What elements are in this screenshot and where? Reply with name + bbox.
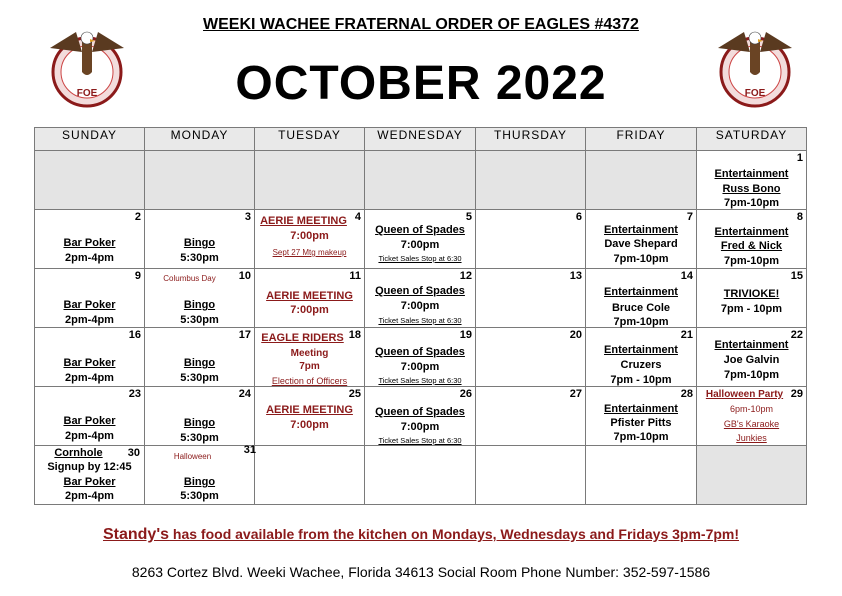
day-number: 17 — [238, 329, 251, 341]
event-note: Ticket Sales Stop at 6:30 — [378, 254, 462, 263]
day-number: 15 — [790, 270, 803, 282]
day-cell-2 — [35, 210, 145, 269]
event-time: 2pm-4pm — [65, 252, 114, 264]
event-performer: Joe Galvin — [723, 354, 780, 366]
empty-cell — [35, 151, 145, 210]
event-title: AERIE MEETING — [260, 215, 347, 227]
event-time: 2pm-4pm — [65, 430, 114, 442]
weekday-monday: MONDAY — [145, 128, 255, 151]
event-title: Entertainment — [714, 168, 789, 180]
event-time: 7pm-10pm — [723, 255, 780, 267]
day-number: 21 — [680, 329, 693, 341]
day-number: 18 — [348, 329, 361, 341]
event-title: Entertainment — [714, 226, 789, 238]
event-subtitle: Meeting — [290, 348, 329, 359]
day-number: 25 — [348, 388, 361, 400]
event-note: Signup by 12:45 — [47, 461, 132, 473]
day-cell-13 — [476, 269, 586, 328]
event-title: Bingo — [183, 299, 216, 311]
holiday-label: Columbus Day — [163, 274, 216, 283]
day-number: 14 — [680, 270, 693, 282]
weekday-tuesday: TUESDAY — [255, 128, 365, 151]
event-title: Entertainment — [604, 224, 678, 236]
day-number: 28 — [680, 388, 693, 400]
week-row-2 — [35, 210, 807, 269]
day-number: 16 — [128, 329, 141, 341]
day-cell-12 — [365, 269, 476, 328]
day-cell-24 — [145, 387, 255, 446]
event-title: Cornhole — [54, 447, 103, 459]
event-time: 7:00pm — [400, 239, 440, 251]
event-performer-2: Junkies — [736, 433, 767, 443]
empty-cell — [586, 151, 697, 210]
weekday-wednesday: WEDNESDAY — [365, 128, 476, 151]
day-cell-1 — [697, 151, 807, 210]
event-time: 7pm-10pm — [723, 197, 780, 209]
event-performer: Cruzers — [620, 359, 662, 371]
event-title: Bingo — [183, 357, 216, 369]
org-title: WEEKI WACHEE FRATERNAL ORDER OF EAGLES #4372 — [203, 16, 639, 33]
event-title: Bingo — [183, 417, 216, 429]
event-note: Ticket Sales Stop at 6:30 — [378, 436, 462, 445]
day-number: 10 — [238, 270, 251, 282]
day-cell-9 — [35, 269, 145, 328]
day-cell-11 — [255, 269, 365, 328]
weekday-sunday: SUNDAY — [35, 128, 145, 151]
day-number: 12 — [459, 270, 472, 282]
event-performer: Dave Shepard — [604, 238, 678, 250]
event-time: 7pm-10pm — [723, 369, 780, 381]
day-cell-30 — [35, 446, 145, 505]
day-number: 2 — [134, 211, 141, 223]
event-note: Ticket Sales Stop at 6:30 — [378, 376, 462, 385]
event-time: 7:00pm — [290, 304, 329, 316]
event-note: Election of Officers — [271, 376, 348, 386]
day-cell-18 — [255, 328, 365, 387]
event-title: Entertainment — [714, 339, 789, 351]
event-title-2: Bar Poker — [63, 476, 116, 488]
day-number: 23 — [128, 388, 141, 400]
day-cell-4 — [255, 210, 365, 269]
event-performer: Fred & Nick — [720, 240, 783, 252]
weekday-thursday: THURSDAY — [476, 128, 586, 151]
event-title: AERIE MEETING — [266, 290, 353, 302]
day-number: 24 — [238, 388, 251, 400]
event-title: Queen of Spades — [375, 285, 465, 297]
weekday-saturday: SATURDAY — [697, 128, 807, 151]
event-time: 7:00pm — [400, 300, 440, 312]
day-number: 30 — [127, 447, 140, 459]
event-time: 7pm - 10pm — [720, 303, 783, 315]
day-cell-10 — [145, 269, 255, 328]
event-title: Bar Poker — [63, 357, 116, 369]
day-number: 7 — [686, 211, 693, 223]
event-time: 2pm-4pm — [65, 490, 114, 502]
day-cell-28 — [586, 387, 697, 446]
day-number: 29 — [790, 388, 803, 400]
day-number: 11 — [349, 270, 361, 282]
day-cell-8 — [697, 210, 807, 269]
day-cell-20 — [476, 328, 586, 387]
day-cell-5 — [365, 210, 476, 269]
day-number: 13 — [569, 270, 582, 282]
event-title: Bar Poker — [63, 299, 116, 311]
event-title: Bingo — [183, 237, 216, 249]
event-title: Queen of Spades — [375, 406, 465, 418]
week-row-3 — [35, 269, 807, 328]
event-time: 7pm - 10pm — [610, 374, 672, 386]
event-performer: Bruce Cole — [611, 302, 671, 314]
event-title: EAGLE RIDERS — [261, 332, 344, 344]
food-announcement — [0, 526, 842, 544]
empty-cell — [586, 446, 697, 505]
event-title: Queen of Spades — [375, 346, 465, 358]
event-performer: Russ Bono — [722, 183, 781, 195]
day-cell-17 — [145, 328, 255, 387]
day-cell-29 — [697, 387, 807, 446]
event-title: Entertainment — [604, 403, 678, 415]
event-time: 5:30pm — [180, 372, 219, 384]
day-cell-19 — [365, 328, 476, 387]
weekday-header-row — [35, 128, 807, 151]
week-row-5 — [35, 387, 807, 446]
day-cell-7 — [586, 210, 697, 269]
day-number: 3 — [244, 211, 251, 223]
empty-cell — [365, 151, 476, 210]
event-title: Queen of Spades — [375, 224, 465, 236]
event-time: 6pm-10pm — [729, 404, 774, 414]
event-time: 7pm — [299, 361, 320, 372]
empty-cell — [697, 446, 807, 505]
event-time: 5:30pm — [180, 314, 219, 326]
event-time: 5:30pm — [180, 432, 219, 444]
day-cell-25 — [255, 387, 365, 446]
day-number: 19 — [459, 329, 472, 341]
event-time: 7:00pm — [290, 230, 329, 242]
empty-cell — [476, 151, 586, 210]
day-number: 9 — [134, 270, 141, 282]
empty-cell — [255, 151, 365, 210]
empty-cell — [365, 446, 476, 505]
day-number: 20 — [569, 329, 582, 341]
day-cell-26 — [365, 387, 476, 446]
day-cell-3 — [145, 210, 255, 269]
day-cell-31 — [145, 446, 255, 505]
svg-text:FOE: FOE — [76, 88, 98, 99]
food-text: has food available from the kitchen on Mondays, Wednesdays and Fridays 3pm-7pm! — [169, 526, 740, 542]
event-time: 7:00pm — [290, 419, 329, 431]
event-time: 5:30pm — [180, 252, 219, 264]
event-time: 7:00pm — [400, 361, 440, 373]
address-line: 8263 Cortez Blvd. Weeki Wachee, Florida 34613 Social Room Phone Number: 352-597-1586 — [131, 564, 711, 580]
empty-cell — [476, 446, 586, 505]
day-cell-21 — [586, 328, 697, 387]
day-cell-15 — [697, 269, 807, 328]
event-title: Halloween Party — [705, 389, 784, 400]
calendar-grid — [34, 127, 807, 505]
event-title: TRIVIOKE! — [723, 288, 780, 300]
event-time: 7:00pm — [400, 421, 440, 433]
day-number: 4 — [354, 211, 361, 223]
event-title: Bingo — [183, 476, 216, 488]
event-time: 7pm-10pm — [613, 431, 669, 443]
week-row-6 — [35, 446, 807, 505]
day-number: 5 — [465, 211, 472, 223]
event-time: 5:30pm — [180, 490, 219, 502]
event-title: Entertainment — [604, 344, 678, 356]
week-row-4 — [35, 328, 807, 387]
day-number: 6 — [575, 211, 582, 223]
day-cell-22 — [697, 328, 807, 387]
event-note: Ticket Sales Stop at 6:30 — [378, 316, 462, 325]
day-cell-27 — [476, 387, 586, 446]
week-row-1 — [35, 151, 807, 210]
day-number: 22 — [790, 329, 803, 341]
event-time: 2pm-4pm — [65, 372, 114, 384]
event-title: AERIE MEETING — [266, 404, 353, 416]
day-number: 26 — [459, 388, 472, 400]
empty-cell — [255, 446, 365, 505]
event-performer: GB's Karaoke — [723, 419, 780, 429]
day-number: 31 — [243, 444, 256, 456]
event-title: Entertainment — [604, 286, 678, 298]
month-title: OCTOBER 2022 — [235, 57, 607, 110]
event-time: 7pm-10pm — [613, 253, 669, 265]
event-time: 7pm-10pm — [613, 316, 669, 328]
day-cell-23 — [35, 387, 145, 446]
empty-cell — [145, 151, 255, 210]
day-number: 1 — [796, 152, 803, 164]
day-cell-6 — [476, 210, 586, 269]
day-number: 27 — [569, 388, 582, 400]
day-cell-14 — [586, 269, 697, 328]
holiday-label: Halloween — [173, 452, 212, 461]
event-title: Bar Poker — [63, 237, 116, 249]
weekday-friday: FRIDAY — [586, 128, 697, 151]
svg-text:FOE: FOE — [744, 88, 766, 99]
event-title: Bar Poker — [63, 415, 116, 427]
event-performer: Pfister Pitts — [610, 417, 672, 429]
standys-name: Standy's — [102, 526, 170, 543]
day-cell-16 — [35, 328, 145, 387]
event-time: 2pm-4pm — [65, 314, 114, 326]
event-note: Sept 27 Mtg makeup — [272, 248, 347, 257]
day-number: 8 — [796, 211, 803, 223]
